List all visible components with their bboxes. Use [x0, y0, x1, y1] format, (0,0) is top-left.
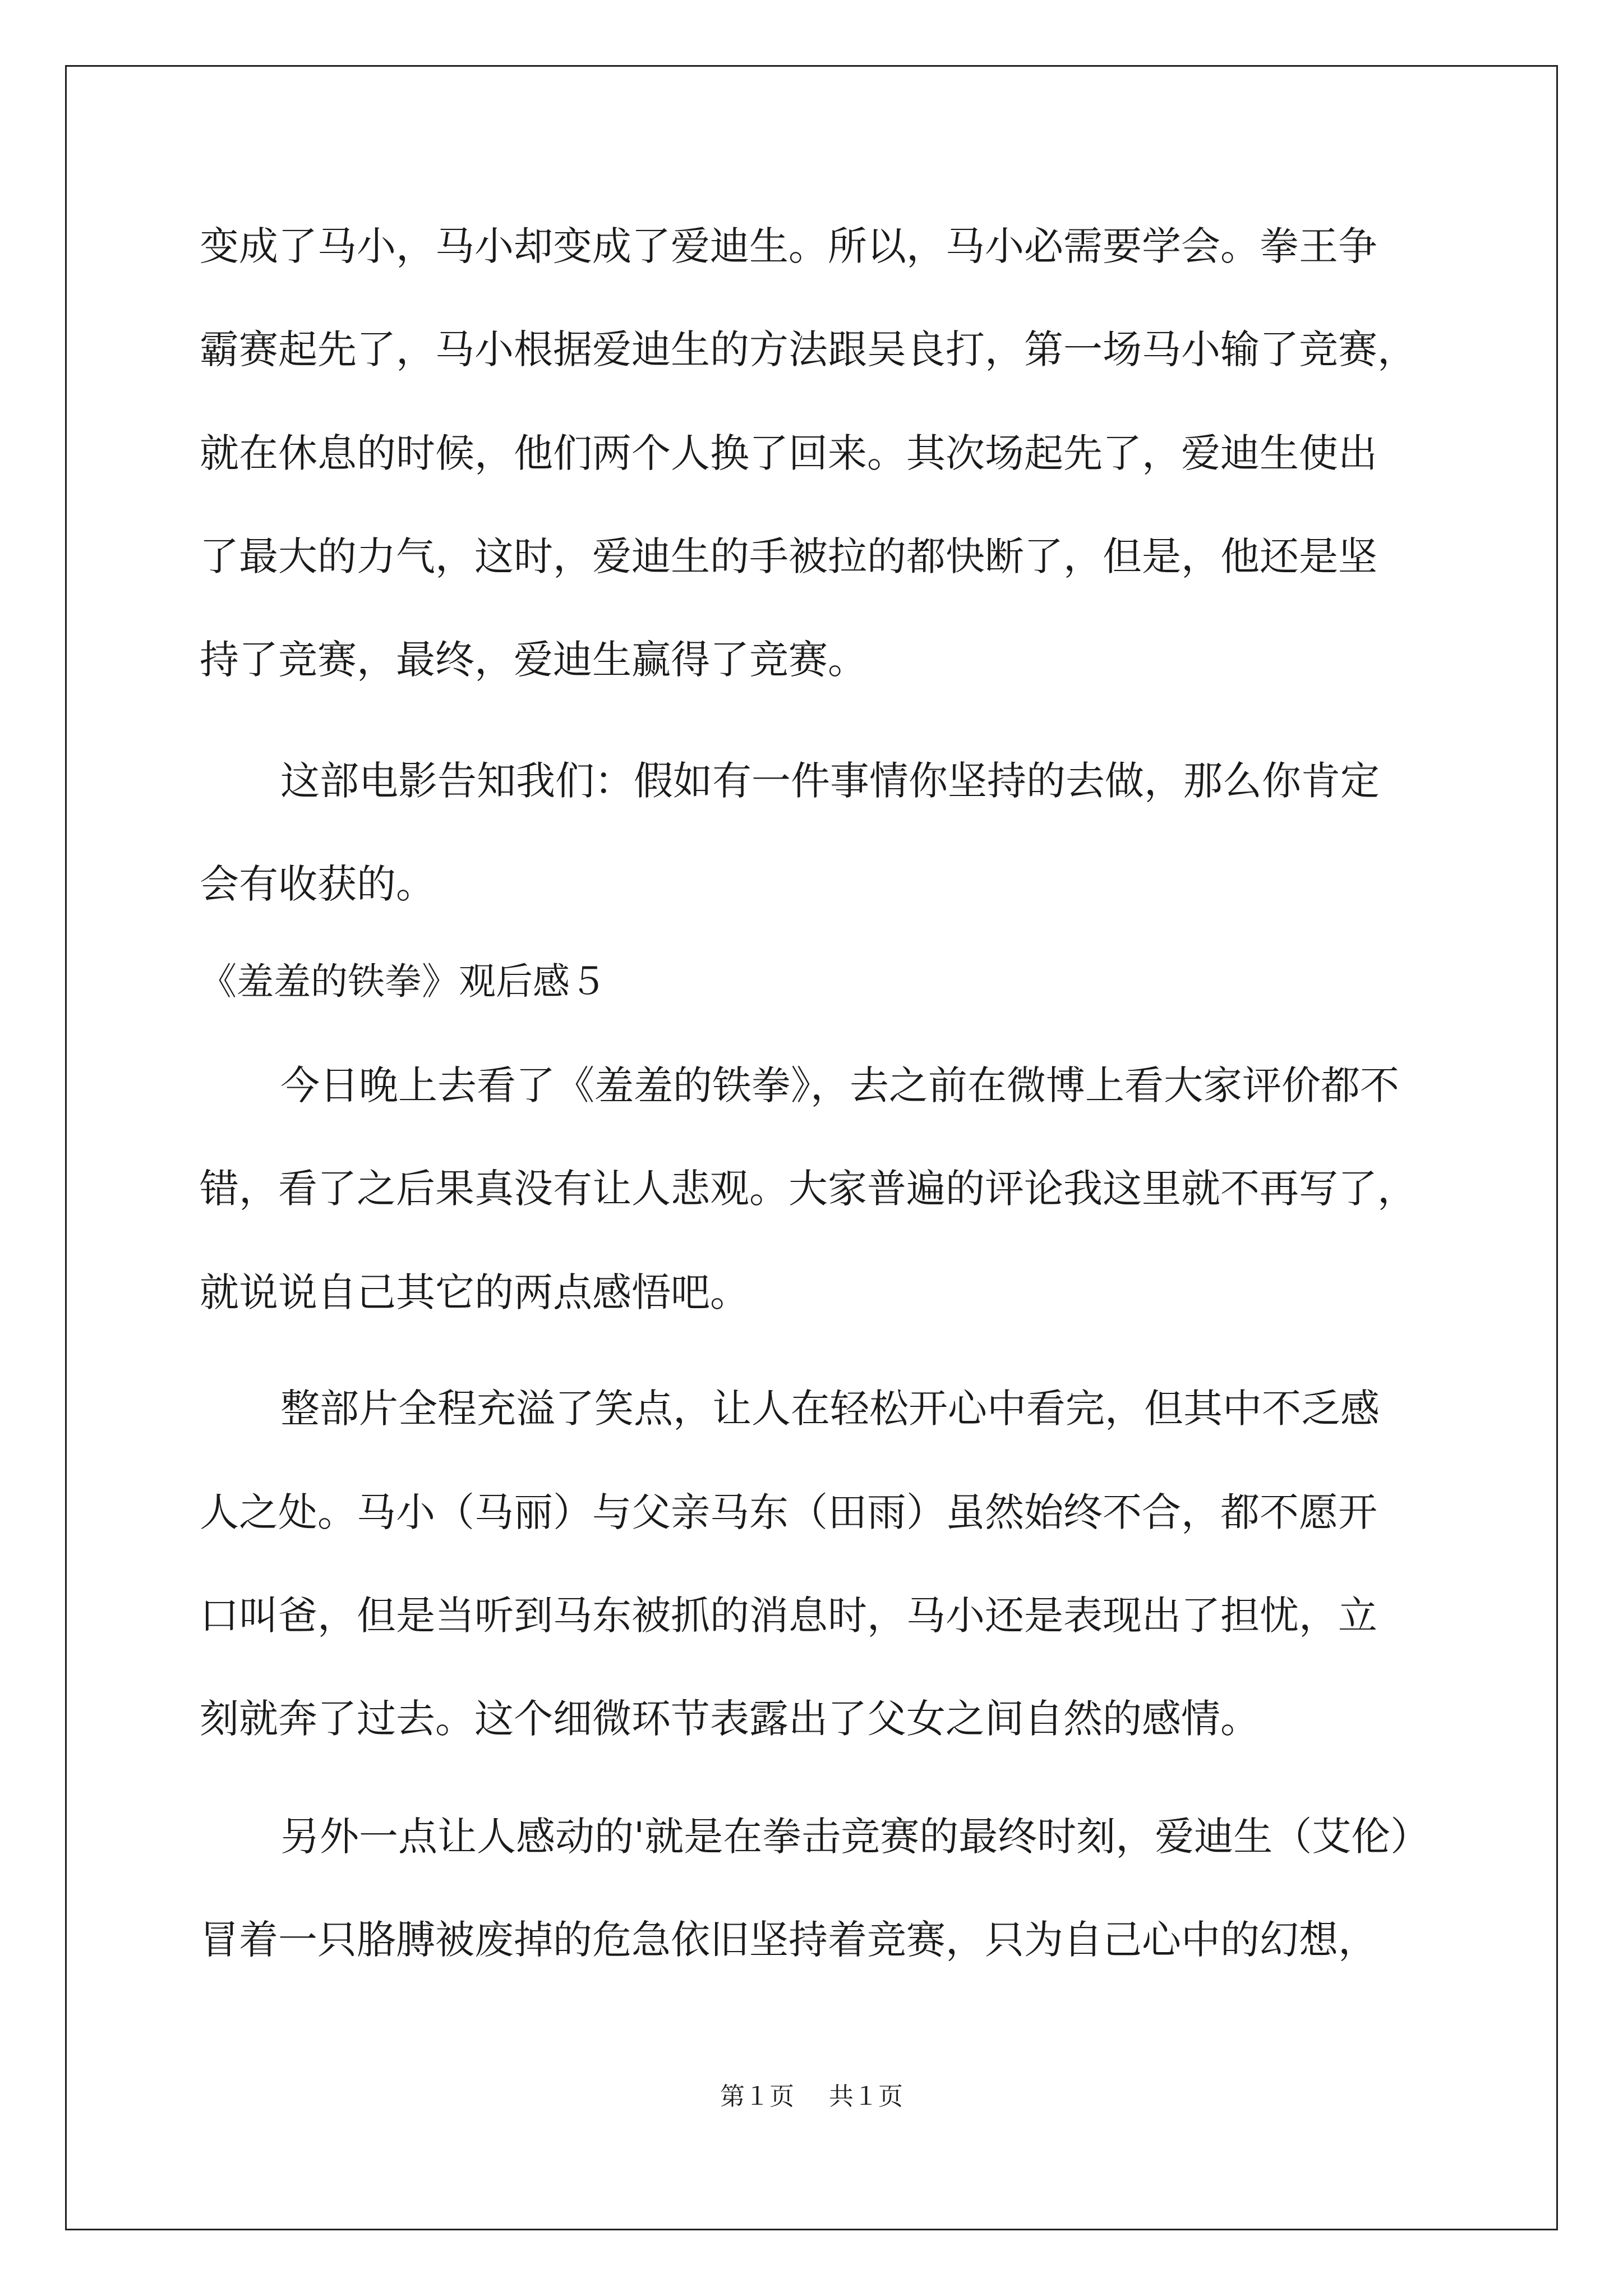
page-number: 第１页 [720, 2082, 794, 2111]
body-text-line: 持了竞赛，最终，爱迪生赢得了竞赛。 [200, 637, 867, 683]
body-text-line: 冒着一只胳膊被废掉的危急依旧坚持着竞赛，只为自己心中的幻想， [200, 1917, 1377, 1963]
body-text-line: 口叫爸，但是当听到马东被抓的消息时，马小还是表现出了担忧，立 [200, 1593, 1377, 1639]
paragraph-first-line: 整部片全程充溢了笑点，让人在轻松开心中看完，但其中不乏感 [280, 1386, 1380, 1432]
paragraph-first-line: 今日晚上去看了《羞羞的铁拳》，去之前在微博上看大家评价都不 [280, 1062, 1399, 1108]
body-text-line: 变成了马小，马小却变成了爱迪生。所以，马小必需要学会。拳王争 [200, 223, 1377, 269]
body-text-line: 刻就奔了过去。这个细微环节表露出了父女之间自然的感情。 [200, 1696, 1260, 1742]
body-text-line: 就在休息的时候，他们两个人换了回来。其次场起先了，爱迪生使出 [200, 430, 1377, 476]
body-text-line: 错，看了之后果真没有让人悲观。大家普遍的评论我这里就不再写了， [200, 1166, 1417, 1212]
section-heading: 《羞羞的铁拳》观后感５ [200, 960, 607, 1003]
body-text-line: 霸赛起先了，马小根据爱迪生的方法跟吴良打，第一场马小输了竞赛， [200, 326, 1417, 372]
body-text-line: 人之处。马小（马丽）与父亲马东（田雨）虽然始终不合，都不愿开 [200, 1489, 1377, 1535]
paragraph-first-line: 这部电影告知我们：假如有一件事情你坚持的去做，那么你肯定 [280, 758, 1380, 804]
paragraph-first-line: 另外一点让人感动的'就是在拳击竞赛的最终时刻，爱迪生（艾伦） [280, 1814, 1430, 1860]
body-text-line: 就说说自己其它的两点感悟吧。 [200, 1269, 749, 1315]
page-footer [0, 2082, 1623, 2111]
page-border [65, 65, 1558, 2230]
body-text-line: 会有收获的。 [200, 861, 435, 907]
page-total: 共１页 [829, 2082, 903, 2111]
body-text-line: 了最大的力气，这时，爱迪生的手被拉的都快断了，但是，他还是坚 [200, 533, 1377, 579]
